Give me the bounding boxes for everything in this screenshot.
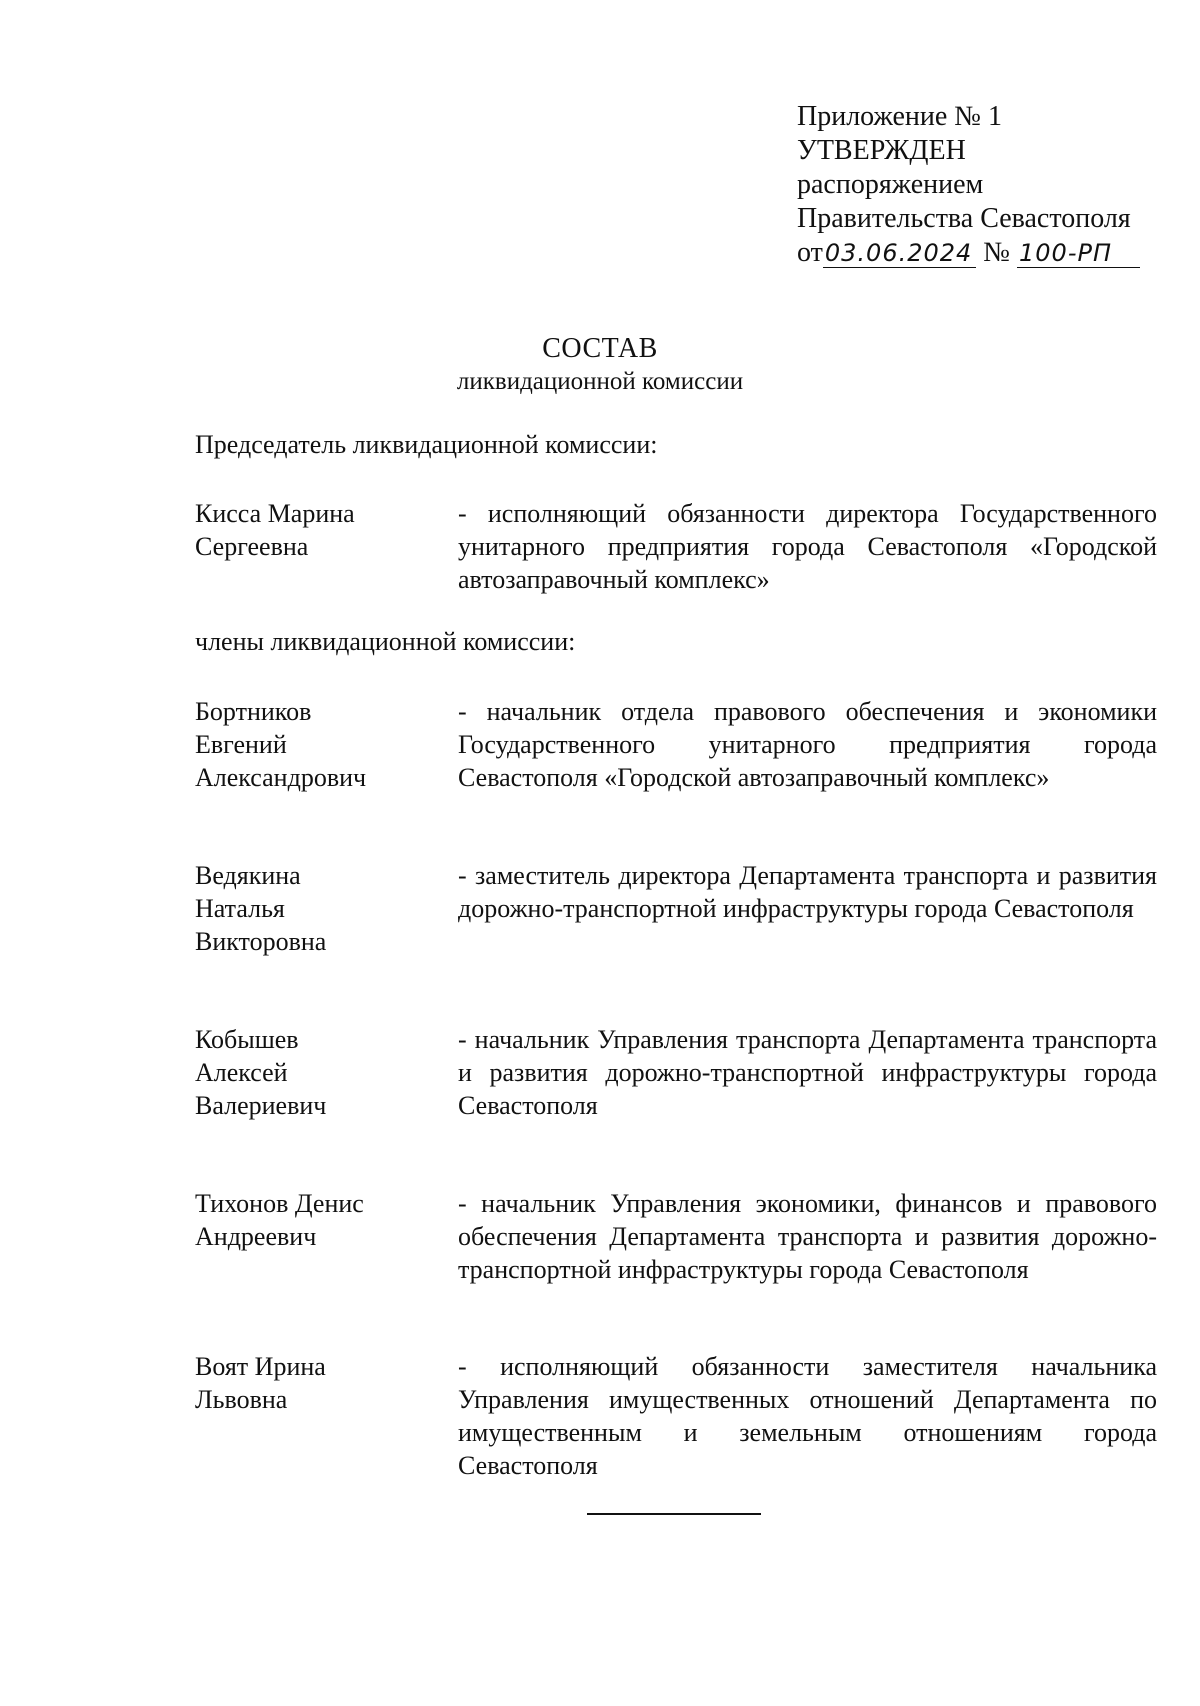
number-prefix: № <box>983 237 1011 268</box>
member-name: Кисса Марина Сергеевна <box>195 499 355 561</box>
member-name: Воят Ирина Львовна <box>195 1352 326 1414</box>
member-name: Кобышев Алексей Валериевич <box>195 1025 327 1120</box>
chair-section-label: Председатель ликвидационной комиссии: <box>195 430 658 459</box>
member-role: - заместитель директора Департамента транспорта и развития дорожно-транспортной инфраструктуры города Севастополя <box>458 861 1157 923</box>
approval-stamp-block <box>797 100 1177 270</box>
document-title: СОСТАВ <box>542 333 658 364</box>
member-role: - исполняющий обязанности директора Государственного унитарного предприятия города Севастополя «Городской автозаправочный комплекс» <box>458 499 1157 594</box>
handwritten-date: 03.06.2024 <box>823 239 976 268</box>
order-date-number <box>797 236 1177 270</box>
appendix-number: Приложение № 1 <box>797 101 1002 132</box>
government-name: Правительства Севастополя <box>797 203 1131 234</box>
approved-label: УТВЕРЖДЕН <box>797 135 966 166</box>
end-divider <box>587 1513 761 1515</box>
date-prefix: от <box>797 237 823 268</box>
member-role: - начальник Управления экономики, финансов и правового обеспечения Департамента транспорта и развития дорожно-транспортной инфраструктуры города Севастополя <box>458 1189 1157 1284</box>
member-role: - начальник Управления транспорта Департамента транспорта и развития дорожно-транспортной инфраструктуры города Севастополя <box>458 1025 1157 1120</box>
member-role: - исполняющий обязанности заместителя начальника Управления имущественных отношений Департамента по имущественным и земельным отношениям города Севастополя <box>458 1352 1157 1480</box>
handwritten-number: 100-РП <box>1017 239 1140 268</box>
members-section-label: члены ликвидационной комиссии: <box>195 627 576 656</box>
order-label: распоряжением <box>797 169 984 200</box>
member-name: Бортников Евгений Александрович <box>195 697 367 792</box>
member-name: Ведякина Наталья Викторовна <box>195 861 327 956</box>
member-role: - начальник отдела правового обеспечения и экономики Государственного унитарного предприятия города Севастополя «Городской автозаправочный комплекс» <box>458 697 1157 792</box>
document-subtitle: ликвидационной комиссии <box>456 368 744 395</box>
member-name: Тихонов Денис Андреевич <box>195 1189 364 1251</box>
